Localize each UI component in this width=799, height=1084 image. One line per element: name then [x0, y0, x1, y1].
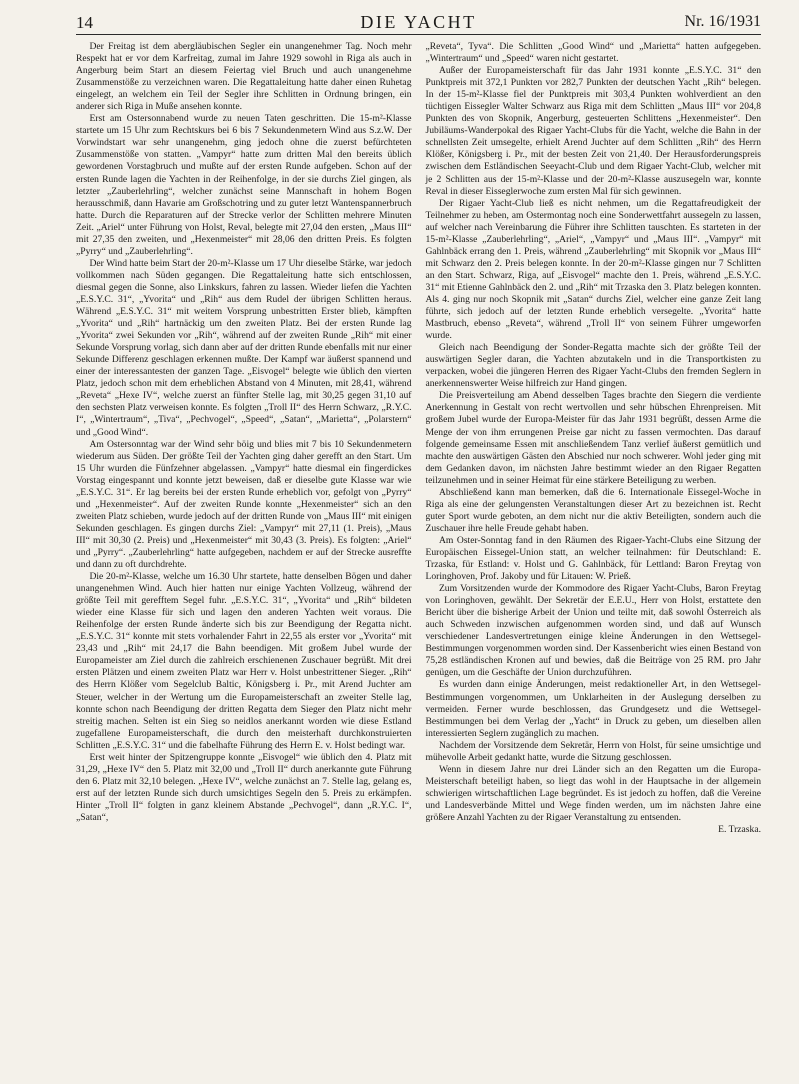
issue-number: Nr. 16/1931 — [684, 13, 761, 30]
column-left — [76, 41, 412, 1071]
paragraph: Wenn in diesem Jahre nur drei Länder sich an den Regatten um die Europa-Meisterschaft beteiligt haben, so liegt das wohl in der Hauptsache in der allgemein schwierigen wirtschaftlichen Lage begründet. Es ist jedoch zu hoffen, daß die Vereine und Landesverbände Mittel und Wege finden werden, um im nächsten Jahre eine größere Anzahl Yachten zu der Rigaer Veranstaltung zu entsenden. — [425, 763, 761, 823]
paragraph: Die Preisverteilung am Abend desselben Tages brachte den Siegern die verdiente Anerkennung in Gestalt von recht wertvollen und sehr hübschen Ehrenpreisen. Mit großem Jubel wurde der Europa-Meister für das Jahr 1931 begrüßt, dessen Arme die Menge der von ihm errungenen Preise gar nicht zu fassen vermochten. Das darauf folgende gemeinsame Essen mit anschließendem Tanz verlief äußerst gemütlich und machte den auswärtigen Gästen den Abschied nur noch schwerer. Wohl jeder ging mit dem Gedanken davon, im nächsten Jahre bestimmt wieder an den Rigaer Regatten teilzunehmen und in seiner Heimat für eine stärkere Beteiligung zu werben. — [425, 390, 761, 486]
column-right — [426, 41, 762, 1071]
paragraph: Der Rigaer Yacht-Club ließ es nicht nehmen, um die Regattafreudigkeit der Teilnehmer zu heben, am Ostermontag noch eine Sonderwettfahrt aussegeln zu lassen, auf welcher nach Vereinbarung die Führer ihre Schlitten tauschten. Es starteten in der 15-m²-Klasse „Zauberlehrling“, „Ariel“, „Vampyr“ und „Maus III“. „Vampyr“ mit Gahlnbäck errang den 1. Preis, während „Zauberlehrling“ mit Skopnik vor „Maus III“ mit Schwarz den 2. Preis belegen konnte. In der 20-m²-Klasse gingen nur 7 Schlitten an den Start. Schwarz, Riga, auf „Eisvogel“ machte den 1. Preis, während „E.S.Y.C. 31“ mit Etienne Gahlnbäck den 2. und „Rih“ mit Trzaska den 3. Platz belegen konnten. Als 4. ging nur noch Skopnik mit „Satan“ durchs Ziel, welcher eine ganze Zeit lang führte, sich jedoch auf der letzten Runde erheblich versegelte. „Yvorita“ hatte Mastbruch, ebenso „Reveta“, während „Troll II“ von seinem Führer umgeworfen wurde. — [425, 197, 761, 342]
paragraph: Die 20-m²-Klasse, welche um 16.30 Uhr startete, hatte denselben Bögen und daher unangenehmen Wind. Auch hier hatten nur einige Yachten Vollzeug, während der größte Teil mit gerefftem Segel fuhr. „E.S.Y.C. 31“, „Yvorita“ und „Rih“ bildeten wieder eine Klasse für sich und lagen den anderen Yachten weit voraus. Die Reihenfolge der ersten Runde änderte sich bis zur Beendigung der Regatta nicht. „E.S.Y.C. 31“ konnte mit stets vorhalender Fahrt in 22,55 als erster vor „Yvorita“ mit 23,43 und „Rih“ mit 24,17 die Bahn beendigen. Mit großem Jubel wurde der Europameister am Ziel durch die zahlreich erschienenen Zuschauer begrüßt. Mit drei ersten Plätzen und einem zweiten Platz war Herr v. Holst unbestrittener Sieger. „Rih“ des Herrn Klößer vom Segelclub Baltic, Königsberg i. Pr., mit Arend Juchter am Steuer, welcher in der Wertung um die Europameisterschaft an zweiter Stelle lag, konnte schon nach Beendigung der dritten Regatta dem Sieger den Platz nicht mehr streitig machen. Selten ist ein Sieg so neidlos anerkannt worden wie diese Estland zugefallene Europameisterschaft, die durch den meisterhaft durchkonstruierten Schlitten „E.S.Y.C. 31“ und die fabelhafte Führung des Herrn E. v. Holst bedingt war. — [76, 571, 412, 751]
article-body — [76, 41, 761, 1071]
journal-title: DIE YACHT — [360, 12, 477, 32]
paragraph: Am Oster-Sonntag fand in den Räumen des Rigaer-Yacht-Clubs eine Sitzung der Europäischen Eissegel-Union statt, an welcher teilnahmen: für Deutschland: E. Trzaska, für Estland: v. Holst und G. Gahlnbäck, für Lettland: Baron Freytag von Loringhoven, Prof. Jakoby und für Litauen: W. Prieß. — [425, 534, 761, 583]
paragraph: „Reveta“, Tyva“. Die Schlitten „Good Wind“ und „Marietta“ hatten aufgegeben. „Wintertraum“ und „Speed“ waren nicht gestartet. — [425, 41, 761, 65]
paragraph: Der Wind hatte beim Start der 20-m²-Klasse um 17 Uhr dieselbe Stärke, war jedoch vollkommen nach Süden gegangen. Die Regattaleitung hatte sich entschlossen, diesmal gegen die Sonne, also Linkskurs, fahren zu lassen. Wieder liefen die Yachten „E.S.Y.C. 31“, „Yvorita“ und „Rih“ aus dem Rudel der übrigen Schlitten heraus. Während „E.S.Y.C. 31“ mit weitem Vorsprung unbestritten Erster blieb, kämpften „Yvorita“ und „Rih“ hartnäckig um den zweiten Platz. Bei der ersten Runde lag „Yvorita“ zwei Sekunden vor „Rih“, während auf der zweiten Runde „Rih“ mit einer Sekunde Vorsprung vorlag, sich dann aber auf der dritten Runde ebenfalls mit nur einer Sekunde Differenz geschlagen erkennen mußte. Der Kampf war äußerst spannend und einer der interessantesten der ganzen Tage. „Eisvogel“ belegte wie üblich den vierten Platz, jedoch schon mit dem erheblichen Abstand von 4 Minuten, mit 28,41, während „Reveta“ „Hexe IV“, welche zuerst an fünfter Stelle lag, mit 30,25 gegen 31,10 auf den sechsten Platz verweisen konnte. Es folgten „Troll II“ des Herrn Schwarz, „R.Y.C. I“, „Wintertraum“, „Tiva“, „Pechvogel“, „Speed“, „Satan“, „Marietta“, „Polarstern“ und „Good Wind“. — [76, 257, 412, 438]
paragraph: Außer der Europameisterschaft für das Jahr 1931 konnte „E.S.Y.C. 31“ den Punktpreis mit 372,1 Punkten vor 282,7 Punkten der deutschen Yacht „Rih“ belegen. In der 15-m²-Klasse fiel der Punktpreis mit 303,4 Punkten wohlverdient an den tüchtigen Eissegler Walter Schwarz aus Riga mit dem Schlitten „Maus III“ vor 204,8 Punkten des von Skopnik, Angerburg, gesteuerten Schlittens „Hexenmeister“. Den Jubiläums-Wanderpokal des Rigaer Yacht-Clubs für die Yacht, welche die Bahn in der schnellsten Zeit umsegelte, erhielt Arend Juchter auf dem Schlitten „Rih“ des Herrn Klößer, Königsberg i. Pr., mit der besten Zeit von 21,40. Der Herausforderungspreis zwischen dem Estländischen Seeyacht-Club und dem Rigaer Yacht-Club, welcher mit je 2 Schlitten aus der 15-m²-Klasse und der 20-m²-Klasse auszusegeln war, konnte Reval in dieser Eisseglerwoche zum ersten Mal für sich gewinnen. — [425, 65, 761, 197]
paragraph: Am Ostersonntag war der Wind sehr böig und blies mit 7 bis 10 Sekundenmetern wiederum aus Süden. Der größte Teil der Yachten ging daher gerefft an den Start. Um 15 Uhr wurden die Fünfzehner abgelassen. „Vampyr“ hatte diesmal ein fingerdickes Vorstag eingespannt und konnte jetzt beweisen, daß er dieselbe gute Klasse war wie „E.S.Y.C. 31“. Er lag bereits bei der ersten Runde erheblich vor, gefolgt von „Pyrry“ und „Hexenmeister“. Auf der zweiten Runde konnte „Hexenmeister“ sich an den zweiten Platz schieben, wurde jedoch auf der dritten Runde von „Maus III“ mit einigen Sekunden geschlagen. Es gingen durchs Ziel: „Vampyr“ mit 27,11 (1. Preis), „Maus III“ mit 30,30 (2. Preis) und „Hexenmeister“ mit 30,43 (3. Preis). Es folgten: „Ariel“ und „Pyrry“. „Zauberlehrling“ hatte aufgegeben, nachdem er auf der Strecke ausreffte und dann zu oft durchdrehte. — [76, 438, 412, 571]
paragraph: Gleich nach Beendigung der Sonder-Regatta machte sich der größte Teil der auswärtigen Segler daran, die Yachten abzutakeln und in die Transportkisten zu verpacken, wobei die jüngeren Herren des Rigaer Yacht-Clubs den fremden Seglern in anerkennenswerter Weise hilfreich zur Hand gingen. — [425, 342, 761, 390]
paragraph: Erst am Ostersonnabend wurde zu neuen Taten geschritten. Die 15-m²-Klasse startete um 15 Uhr zum Rechtskurs bei 6 bis 7 Sekundenmetern Wind aus S.z.W. Der Vorwindstart war sehr unangenehm, ging jedoch ohne die zuerst befürchteten Zusammenstöße von statten. „Vampyr“ hatte zum dritten Mal den bereits üblich gewordenen Vorstagbruch und mußte auf der ersten Runde aufgeben. Schon auf der ersten Runde lagen die Yachten in der Reihenfolge, in der sie durchs Ziel gingen, als letzter „Zauberlehrling“, welcher zunächst seine Mannschaft in hohem Bogen herausschmiß, dann Havarie am Großschotring und zu guter letzt Wantenspannerbruch hatte. Durch die Reparaturen auf der Strecke verlor der Schlitten mehrere Minuten Zeit. „Ariel“ unter Führung von Holst, Reval, belegte mit 27,04 den ersten, „Maus III“ mit 27,35 den zweiten, und „Hexenmeister“ mit 28,06 den dritten Preis. Es folgten „Pyrry“ und „Zauberlehrling“. — [76, 113, 412, 257]
paragraph: Abschließend kann man bemerken, daß die 6. Internationale Eissegel-Woche in Riga als eine der gelungensten Veranstaltungen dieser Art zu bezeichnen ist. Recht guter Sport wurde geboten, an dem nicht nur die aktiv Beteiligten, sondern auch die Zuschauer ihre helle Freude gehabt haben. — [425, 486, 761, 534]
paragraph: Der Freitag ist dem abergläubischen Segler ein unangenehmer Tag. Noch mehr Respekt hat er vor dem Karfreitag, zumal im Jahre 1929 sowohl in Riga als auch in Angerburg beim Start an diesem Feiertag viel Bruch und auch unangenehme Zusammenstöße zu verzeichnen waren. Die Regattaleitung hatte daher einen Ruhetag eingelegt, an welchem ein Teil der Segler ihre Schlitten in Ordnung bringen, ein anderer sich Riga in Muße ansehen konnte. — [76, 41, 412, 113]
paragraph: Nachdem der Vorsitzende dem Sekretär, Herrn von Holst, für seine umsichtige und mühevolle Arbeit gedankt hatte, wurde die Sitzung geschlossen. — [425, 739, 761, 763]
paragraph: Erst weit hinter der Spitzengruppe konnte „Eisvogel“ wie üblich den 4. Platz mit 31,29, „Hexe IV“ den 5. Platz mit 32,00 und „Troll II“ durch anerkannte gute Führung den 6. Platz mit 32,10 belegen. „Hexe IV“, welche zunächst an 7. Stelle lag, gelang es, erst auf der letzten Runde sich durch umsichtiges Segeln den 5. Preis zu erkämpfen. Hinter „Troll II“ folgten in ganz kleinem Abstande „Pechvogel“, dann „R.Y.C. I“, „Satan“, — [76, 751, 412, 823]
author-signature: E. Trzaska. — [718, 824, 761, 836]
page-number: 14 — [76, 13, 93, 32]
paragraph: Es wurden dann einige Änderungen, meist redaktioneller Art, in den Wettsegel-Bestimmungen vorgenommen, um Unklarheiten in der Auslegung derselben zu vermeiden. Ferner wurde beschlossen, das Grundgesetz und die Wettsegel-Bestimmungen bei dem Verlag der „Yacht“ in Druck zu geben, um dieselben allen interessierten Seglern zugänglich zu machen. — [425, 679, 761, 739]
page-header — [76, 10, 761, 35]
paragraph: Zum Vorsitzenden wurde der Kommodore des Rigaer Yacht-Clubs, Baron Freytag von Loringhoven, gewählt. Der Sekretär der E.E.U., Herr von Holst, erstattete den Bericht über die bisherige Arbeit der Union und teilte mit, daß sowohl Österreich als auch Schweden inzwischen aufgenommen worden sind, und daß auf Wunsch verschiedener Landesvertretungen einige kleine Änderungen in den Wettsegel-Bestimmungen vorgenommen worden sind. Der Kassenbericht wies einen Bestand von 75,28 estländischen Kronen auf und bewies, daß die Beiträge von 25 RM. pro Jahr genügen, um die Geschäfte der Union durchzuführen. — [425, 583, 761, 679]
